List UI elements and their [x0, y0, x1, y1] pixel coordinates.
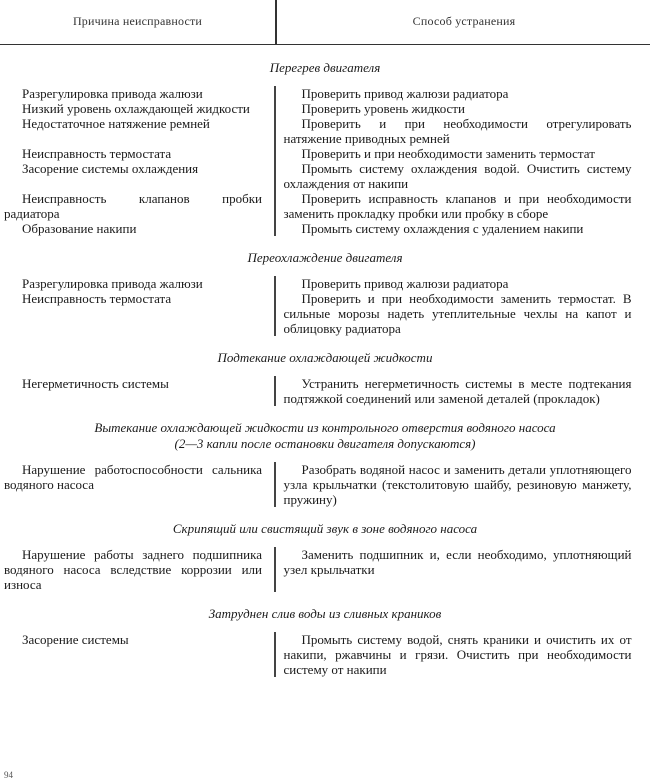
fix-cell: [284, 101, 632, 116]
fix-text: Проверить исправность клапанов и при необходимости заменить прокладку пробки или пробку в сборе: [283, 191, 632, 221]
table-row: [0, 462, 650, 507]
cause-text: Образование накипи: [22, 221, 137, 236]
section-title: [0, 420, 650, 452]
section-title: [0, 250, 650, 266]
fix-cell: [284, 86, 632, 101]
column-divider: [274, 632, 276, 677]
section-title-line: Переохлаждение двигателя: [247, 250, 403, 265]
fix-cell: [284, 376, 632, 406]
fix-text: Проверить привод жалюзи радиатора: [301, 276, 509, 291]
page-number: 94: [4, 770, 13, 780]
cause-cell: [0, 276, 262, 291]
table-row: [0, 376, 650, 406]
column-divider: [274, 191, 276, 221]
cause-cell: [0, 86, 262, 101]
column-divider: [274, 291, 276, 336]
fix-text: Заменить подшипник и, если необходимо, уплотняющий узел крыльчатки: [283, 547, 632, 577]
cause-text: Разрегулировка привода жалюзи: [22, 276, 203, 291]
section-title: [0, 60, 650, 76]
table-row: [0, 116, 650, 146]
table-row: [0, 547, 650, 592]
table-header: [0, 0, 650, 46]
fix-text: Разобрать водяной насос и заменить детали уплотняющего узла крыльчатки (текстолитовую шайбу, резиновую манжету, пружину): [283, 462, 632, 507]
column-divider: [274, 86, 276, 101]
fix-text: Проверить и при необходимости заменить термостат: [301, 146, 595, 161]
cause-cell: [0, 221, 262, 236]
fix-text: Промыть систему охлаждения водой. Очистить систему охлаждения от накипи: [283, 161, 632, 191]
section-title-line: Скрипящий или свистящий звук в зоне водяного насоса: [172, 521, 478, 536]
cause-cell: [0, 161, 262, 191]
column-divider: [274, 462, 276, 507]
header-rule: [0, 44, 650, 45]
cause-cell: [0, 547, 262, 592]
fix-cell: [284, 632, 632, 677]
fix-text: Промыть систему охлаждения с удалением накипи: [301, 221, 584, 236]
fix-column-header: Способ устранения: [412, 14, 516, 28]
cause-text: Негерметичность системы: [22, 376, 169, 391]
table-row: [0, 191, 650, 221]
section-title: [0, 606, 650, 622]
fix-cell: [284, 116, 632, 146]
cause-text: Неисправность термостата: [22, 291, 172, 306]
fix-text: Промыть систему водой, снять краники и очистить их от накипи, ржавчины и грязи. Очистить при необходимости систему от накипи: [283, 632, 632, 677]
cause-cell: [0, 291, 262, 336]
section-title-line: Подтекание охлаждающей жидкости: [217, 350, 433, 365]
fix-cell: [284, 276, 632, 291]
section-title: [0, 350, 650, 366]
table-row: [0, 221, 650, 236]
fix-cell: [284, 221, 632, 236]
table-row: [0, 291, 650, 336]
fix-cell: [284, 291, 632, 336]
column-divider: [274, 221, 276, 236]
cause-text: Засорение системы охлаждения: [22, 161, 199, 176]
table-row: [0, 101, 650, 116]
table-row: [0, 161, 650, 191]
cause-text: Нарушение работы заднего подшипника водяного насоса вследствие коррозии или износа: [4, 547, 262, 592]
section-title-line: Вытекание охлаждающей жидкости из контрольного отверстия водяного насоса: [94, 420, 556, 435]
troubleshooting-table: [0, 46, 650, 677]
cause-cell: [0, 116, 262, 146]
fix-cell: [284, 161, 632, 191]
fix-cell: [284, 146, 632, 161]
column-divider: [274, 161, 276, 191]
table-row: [0, 276, 650, 291]
cause-text: Недостаточное натяжение ремней: [22, 116, 210, 131]
header-divider: [275, 0, 277, 44]
table-row: [0, 146, 650, 161]
fix-text: Проверить и при необходимости отрегулировать натяжение приводных ремней: [283, 116, 632, 146]
column-divider: [274, 276, 276, 291]
column-divider: [274, 101, 276, 116]
fix-text: Устранить негерметичность системы в месте подтекания подтяжкой соединений или заменой деталей (прокладок): [283, 376, 632, 406]
cause-cell: [0, 101, 262, 116]
column-divider: [274, 547, 276, 592]
cause-cell: [0, 376, 262, 406]
section-title: [0, 521, 650, 537]
fix-cell: [284, 191, 632, 221]
cause-text: Низкий уровень охлаждающей жидкости: [22, 101, 250, 116]
fix-text: Проверить и при необходимости заменить термостат. В сильные морозы надеть утеплительные чехлы на капот и облицовку радиатора: [283, 291, 632, 336]
cause-cell: [0, 632, 262, 677]
section-title-line: (2—3 капли после остановки двигателя допускаются): [174, 436, 476, 451]
cause-column-header: Причина неисправности: [72, 14, 203, 28]
column-divider: [274, 116, 276, 146]
fix-cell: [284, 462, 632, 507]
cause-text: Нарушение работоспособности сальника водяного насоса: [4, 462, 262, 492]
section-title-line: Затруднен слив воды из сливных краников: [208, 606, 442, 621]
cause-text: Неисправность термостата: [22, 146, 172, 161]
table-row: [0, 86, 650, 101]
cause-cell: [0, 462, 262, 507]
cause-cell: [0, 146, 262, 161]
fix-text: Проверить уровень жидкости: [301, 101, 465, 116]
fix-cell: [284, 547, 632, 592]
table-row: [0, 632, 650, 677]
cause-cell: [0, 191, 262, 221]
cause-text: Неисправность клапанов пробки радиатора: [4, 191, 262, 221]
section-title-line: Перегрев двигателя: [269, 60, 381, 75]
cause-text: Засорение системы: [22, 632, 129, 647]
column-divider: [274, 376, 276, 406]
fix-text: Проверить привод жалюзи радиатора: [301, 86, 509, 101]
cause-text: Разрегулировка привода жалюзи: [22, 86, 203, 101]
column-divider: [274, 146, 276, 161]
